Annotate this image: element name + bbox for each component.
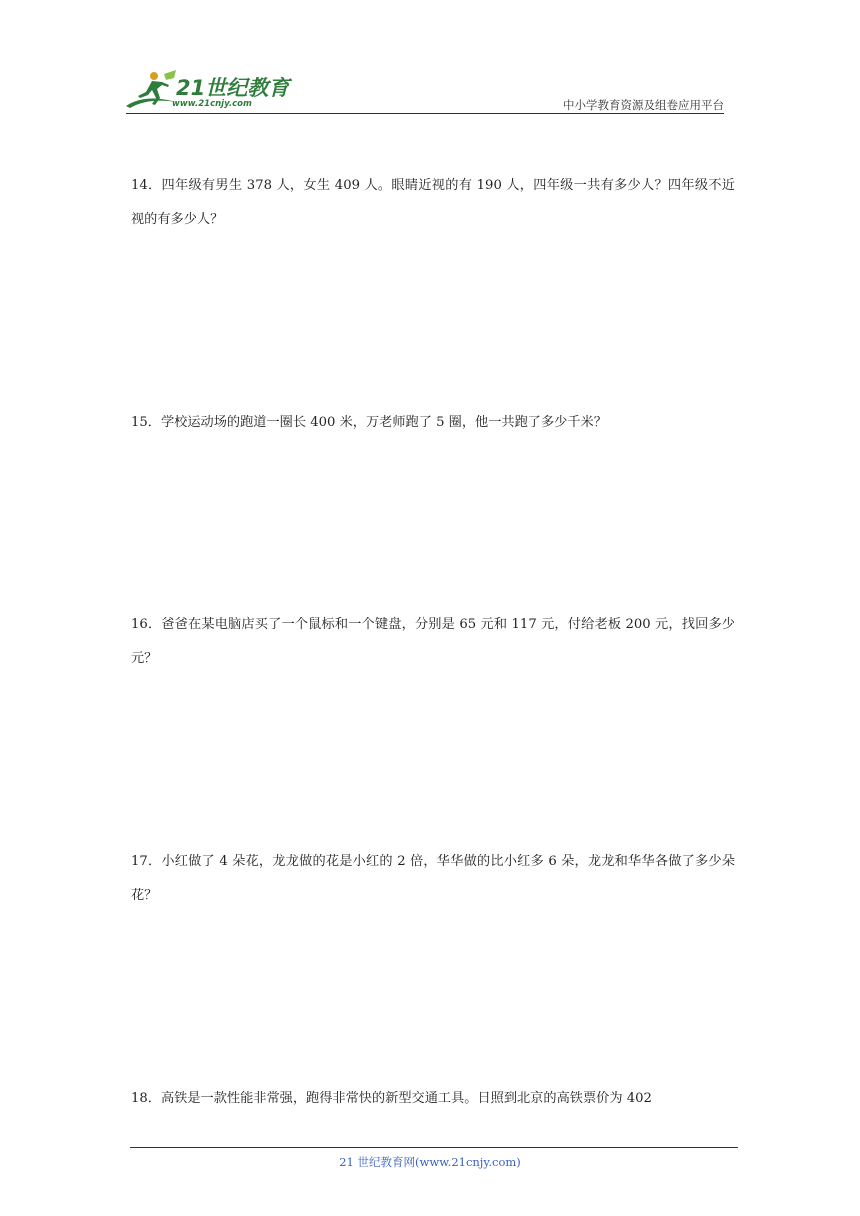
- header-divider: [126, 113, 724, 114]
- logo: [124, 68, 294, 114]
- question-15: 15．学校运动场的跑道一圈长 400 米，万老师跑了 5 圈，他一共跑了多少千米？: [131, 415, 607, 430]
- question-14: 14．四年级有男生 378 人，女生 409 人。眼睛近视的有 190 人，四年级一共有多少人？四年级不近视的有多少人？: [131, 178, 735, 227]
- logo-text: 21世纪教育: [176, 76, 290, 100]
- logo-url: www.21cnjy.com: [172, 99, 252, 109]
- header-tagline: 中小学教育资源及组卷应用平台: [563, 98, 724, 112]
- page-header: [0, 0, 860, 120]
- question-18: 18．高铁是一款性能非常强，跑得非常快的新型交通工具。日照到北京的高铁票价为 402: [131, 1091, 652, 1106]
- question-17: 17．小红做了 4 朵花，龙龙做的花是小红的 2 倍，华华做的比小红多 6 朵，龙龙和华华各做了多少朵花？: [131, 854, 735, 903]
- question-16: 16．爸爸在某电脑店买了一个鼠标和一个键盘，分别是 65 元和 117 元，付给老板 200 元，找回多少元？: [131, 617, 735, 666]
- footer-link[interactable]: 21 世纪教育网(www.21cnjy.com): [339, 1155, 521, 1169]
- footer-divider: [130, 1147, 738, 1148]
